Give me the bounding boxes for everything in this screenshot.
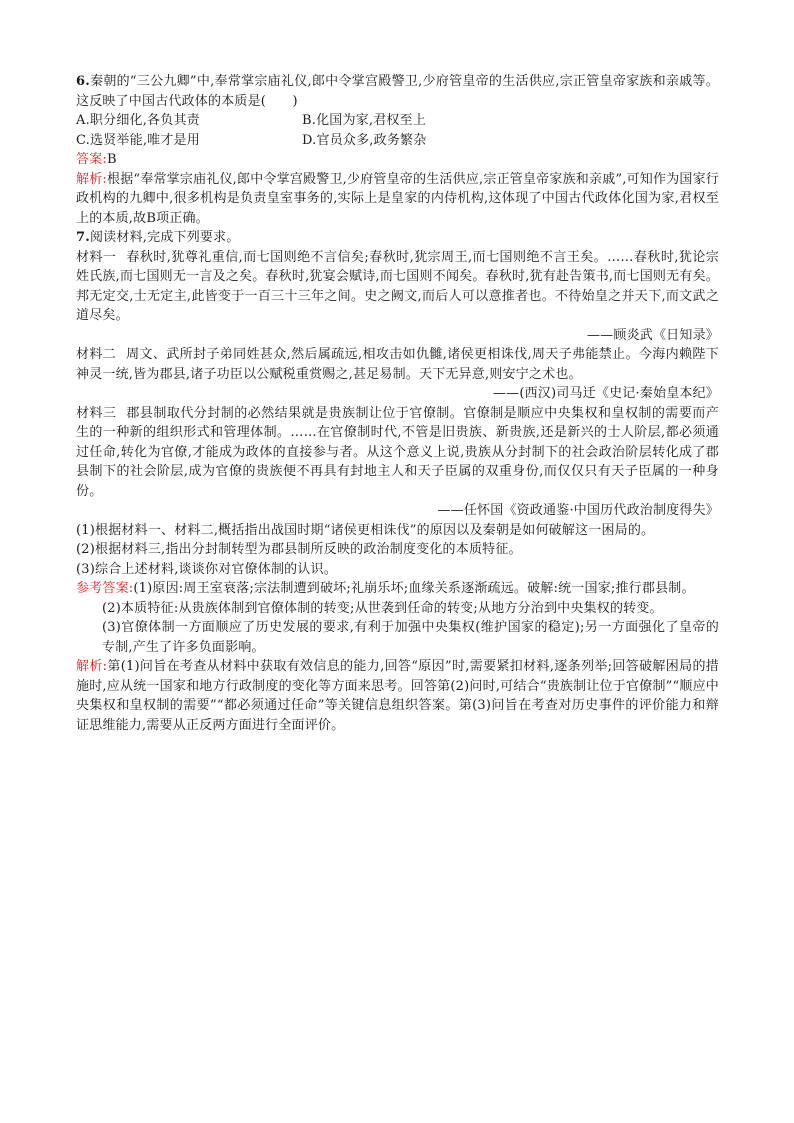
question-7 — [76, 228, 719, 735]
analysis-text: 第(1)问旨在考查从材料中获取有效信息的能力,回答“原因”时,需要紧扣材料,逐条列举;回答破解困局的措施时,应从统一国家和地方行政制度的变化等方面来思考。回答第(2)问时,可结合“贵族制让位于官僚制”“顺应中央集权和皇权制的需要”“都必须通过任命”等关键信息组织答案。第(3)问旨在考查对历史事件的评价能力和辩证思维能力,需要从正反两方面进行全面评价。 — [76, 659, 720, 733]
option-a: A.职分细化,各负其责 — [76, 113, 200, 128]
analysis-paragraph — [76, 170, 719, 229]
reference-answer-2: (2)本质特征:从贵族体制到官僚体制的转变;从世袭到任命的转变;从地方分治到中央集权的转变。 — [102, 600, 663, 616]
analysis-label: 解析: — [76, 171, 107, 187]
question-number: 6. — [76, 74, 90, 89]
answer-line — [76, 150, 719, 170]
question-stem-text: 阅读材料,完成下列要求。 — [89, 230, 240, 245]
material-source: ——任怀国《资政通鉴·中国历代政治制度得失》 — [437, 503, 719, 518]
material-text: 郡县制取代分封制的必然结果就是贵族制让位于官僚制。官僚制是顺应中央集权和皇权制的需要而产生的一种新的组织形式和管理体制。……在官僚制时代,不管是旧贵族、新贵族,还是新兴的士人阶层,都必须通过任命,转化为官僚,才能成为政体的直接参与者。从这个意义上说,贵族从分封制下的社会政治阶层转化成了郡县制下的社会阶层,成为官僚的贵族便不再具有封地主人和天子臣属的双重身份,而仅仅只有天子臣属的一种身份。 — [76, 405, 719, 499]
option-d: D.官员众多,政务繁杂 — [302, 132, 427, 148]
material-text: 春秋时,犹尊礼重信,而七国则绝不言信矣;春秋时,犹宗周王,而七国则绝不言王矣。……春秋时,犹论宗姓氏族,而七国则无一言及之矣。春秋时,犹宴会赋诗,而七国则不闻矣。春秋时,犹有赴告策书,而七国则无有矣。邦无定交,士无定主,此皆变于一百三十三年之间。史之阙文,而后人可以意推者也。不待始皇之并天下,而文武之道尽矣。 — [76, 249, 719, 323]
reference-answer-text: (1)原因:周王室衰落;宗法制遭到破坏;礼崩乐坏;血缘关系逐渐疏远。破解:统一国家;推行郡县制。 — [133, 581, 695, 596]
material-label: 材料一 — [76, 249, 117, 265]
document-page — [76, 72, 719, 735]
analysis-paragraph — [76, 657, 719, 735]
sub-question-3: (3)综合上述材料,谈谈你对官僚体制的认识。 — [76, 561, 337, 577]
material-label: 材料三 — [76, 405, 117, 421]
material-text: 周文、武所封子弟同姓甚众,然后属疏远,相攻击如仇雠,诸侯更相诛伐,周天子弗能禁止。今海内赖陛下神灵一统,皆为郡县,诸子功臣以公赋税重赏赐之,甚足易制。天下无异意,则安宁之术也。 — [76, 347, 719, 382]
question-number: 7. — [76, 230, 90, 245]
material-2 — [76, 345, 719, 384]
sub-question-1: (1)根据材料一、材料二,概括指出战国时期“诸侯更相诛伐”的原因以及秦朝是如何破解这一困局的。 — [76, 522, 655, 538]
question-6-stem — [76, 72, 719, 111]
material-3 — [76, 404, 719, 502]
answer-label: 答案: — [76, 152, 107, 167]
material-source: ——顾炎武《日知录》 — [586, 327, 719, 343]
material-1 — [76, 248, 719, 326]
analysis-label: 解析: — [76, 659, 108, 674]
question-stem-text: 秦朝的“三公九卿”中,奉常掌宗庙礼仪,郎中令掌宫殿警卫,少府管皇帝的生活供应,宗正管皇帝家族和亲戚等。这反映了中国古代政体的本质是( ) — [76, 74, 719, 109]
question-6 — [76, 72, 719, 228]
material-label: 材料二 — [76, 347, 117, 362]
reference-answer-1 — [76, 579, 719, 599]
question-7-stem — [76, 228, 719, 248]
options-grid — [76, 111, 719, 150]
option-b: B.化国为家,君权至上 — [302, 113, 427, 128]
sub-question-2: (2)根据材料三,指出分封制转型为郡县制所反映的政治制度变化的本质特征。 — [76, 542, 522, 557]
answer-value: B — [106, 152, 117, 167]
material-source: ——(西汉)司马迁《史记·秦始皇本纪》 — [492, 386, 719, 401]
option-c: C.选贤举能,唯才是用 — [76, 132, 200, 148]
analysis-text: 根据“奉常掌宗庙礼仪,郎中令掌宫殿警卫,少府管皇帝的生活供应,宗正管皇帝家族和亲戚”,可知作为国家行政机构的九卿中,很多机构是负责皇室事务的,实际上是皇家的内侍机构,这体现了中国古代政体化国为家,君权至上的本质,故B项正确。 — [76, 171, 720, 226]
reference-answer-3: (3)官僚体制一方面顺应了历史发展的要求,有利于加强中央集权(维护国家的稳定);另一方面强化了皇帝的专制,产生了许多负面影响。 — [102, 620, 719, 655]
reference-answer-label: 参考答案: — [76, 581, 134, 596]
